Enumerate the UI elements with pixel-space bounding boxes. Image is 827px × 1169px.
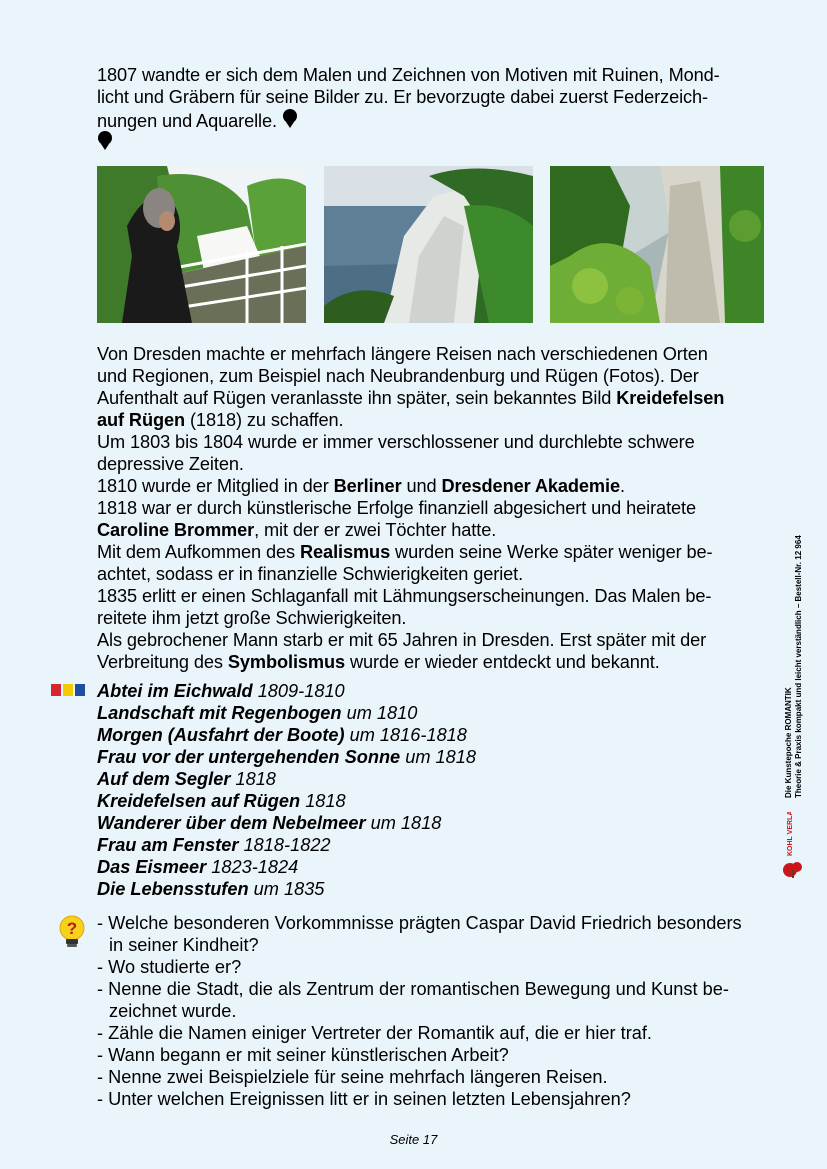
work-date: um 1818 xyxy=(400,747,477,767)
question-list xyxy=(97,912,797,1110)
marker-blue xyxy=(75,684,85,696)
sidebar-series-title: Die Kunstepoche ROMANTIK xyxy=(784,687,793,798)
intro-line: 1807 wandte er sich dem Malen und Zeichnen von Motiven mit Ruinen, Mond- xyxy=(97,65,720,85)
work-item xyxy=(97,878,476,900)
bio-bold-text: auf Rügen xyxy=(97,410,186,430)
publisher-sidebar xyxy=(784,418,814,798)
bio-text: Als gebrochener Mann starb er mit 65 Jahren in Dresden. Erst später mit der xyxy=(97,630,707,650)
bio-line xyxy=(97,541,787,563)
work-item xyxy=(97,834,476,856)
bio-text: Von Dresden machte er mehrfach längere Reisen nach verschiedenen Orten xyxy=(97,344,708,364)
lightbulb-question-icon xyxy=(57,914,87,950)
bio-bold-text: Berliner xyxy=(333,476,402,496)
work-title: Wanderer über dem Nebelmeer xyxy=(97,813,366,833)
question-item: - Wann begann er mit seiner künstlerischen Arbeit? xyxy=(97,1045,509,1065)
work-date: 1809-1810 xyxy=(252,681,345,701)
bio-text: 1818 war er durch künstlerische Erfolge finanziell abgesichert und heiratete xyxy=(97,498,696,518)
question-item: - Zähle die Namen einiger Vertreter der Romantik auf, die er hier traf. xyxy=(97,1023,652,1043)
bio-line xyxy=(97,387,787,409)
work-item xyxy=(97,768,476,790)
page-number: Seite 17 xyxy=(389,1132,438,1147)
bio-line xyxy=(97,343,787,365)
bio-line xyxy=(97,475,787,497)
bio-bold-text: Caroline Brommer xyxy=(97,520,255,540)
work-title: Morgen (Ausfahrt der Boote) xyxy=(97,725,345,745)
fish-icon xyxy=(97,130,113,154)
work-item xyxy=(97,702,476,724)
bio-text: und xyxy=(401,476,442,496)
intro-paragraph xyxy=(97,64,787,132)
photo-chalk-cliff-trees xyxy=(550,166,764,323)
question-item: - Nenne die Stadt, die als Zentrum der romantischen Bewegung und Kunst be- xyxy=(97,979,729,999)
work-title: Frau vor der untergehenden Sonne xyxy=(97,747,401,767)
bio-line xyxy=(97,607,787,629)
bio-text: achtet, sodass er in finanzielle Schwierigkeiten geriet. xyxy=(97,564,524,584)
work-date: 1823-1824 xyxy=(206,857,299,877)
marker-red xyxy=(51,684,61,696)
bio-line xyxy=(97,585,787,607)
question-item: - Unter welchen Ereignissen litt er in seinen letzten Lebensjahren? xyxy=(97,1089,631,1109)
bio-line xyxy=(97,453,787,475)
question-item-continued: in seiner Kindheit? xyxy=(109,935,259,955)
bio-text: 1810 wurde er Mitglied in der xyxy=(97,476,334,496)
biography-paragraph xyxy=(97,343,787,673)
work-item xyxy=(97,856,476,878)
bio-text: Verbreitung des xyxy=(97,652,228,672)
photo-chalk-cliffs-sea xyxy=(324,166,533,323)
intro-line: licht und Gräbern für seine Bilder zu. Er bevorzugte dabei zuerst Federzeich- xyxy=(97,87,708,107)
logo-text: KOHL VERLAG xyxy=(787,812,794,856)
bio-text: Aufenthalt auf Rügen veranlasste ihn später, sein bekanntes Bild xyxy=(97,388,617,408)
work-date: um 1835 xyxy=(248,879,325,899)
bio-text: . xyxy=(619,476,625,496)
bio-line xyxy=(97,365,787,387)
bio-text: 1835 erlitt er einen Schlaganfall mit Lähmungserscheinungen. Das Malen be- xyxy=(97,586,712,606)
bio-line xyxy=(97,651,787,673)
bio-text: depressive Zeiten. xyxy=(97,454,244,474)
work-date: 1818-1822 xyxy=(238,835,331,855)
bio-line xyxy=(97,497,787,519)
bio-line xyxy=(97,431,787,453)
bio-bold-text: Symbolismus xyxy=(227,652,346,672)
bio-bold-text: Kreidefelsen xyxy=(616,388,725,408)
work-title: Abtei im Eichwald xyxy=(97,681,253,701)
bio-line xyxy=(97,629,787,651)
work-date: 1818 xyxy=(230,769,276,789)
intro-line: nungen und Aquarelle. xyxy=(97,111,277,131)
bio-line xyxy=(97,409,787,431)
marker-yellow xyxy=(63,684,73,696)
work-title: Das Eismeer xyxy=(97,857,207,877)
bio-bold-text: Realismus xyxy=(300,542,391,562)
color-markers xyxy=(51,684,87,696)
work-date: um 1816-1818 xyxy=(344,725,467,745)
bio-text: und Regionen, zum Beispiel nach Neubrandenburg und Rügen (Fotos). Der xyxy=(97,366,699,386)
bio-bold-text: Dresdener Akademie xyxy=(441,476,620,496)
work-item xyxy=(97,790,476,812)
bio-text: wurden seine Werke später weniger be- xyxy=(390,542,713,562)
question-item: - Nenne zwei Beispielziele für seine mehrfach längeren Reisen. xyxy=(97,1067,608,1087)
photo-man-at-railing xyxy=(97,166,306,323)
sidebar-order-info: Theorie & Praxis kompakt und leicht verständlich – Bestell-Nr. 12 964 xyxy=(794,535,803,798)
work-date: 1818 xyxy=(300,791,346,811)
work-title: Frau am Fenster xyxy=(97,835,239,855)
bio-text: Um 1803 bis 1804 wurde er immer verschlossener und durchlebte schwere xyxy=(97,432,695,452)
work-title: Kreidefelsen auf Rügen xyxy=(97,791,301,811)
work-item xyxy=(97,746,476,768)
work-item xyxy=(97,812,476,834)
work-item xyxy=(97,680,476,702)
work-date: um 1818 xyxy=(365,813,442,833)
bio-line xyxy=(97,563,787,585)
work-date: um 1810 xyxy=(341,703,418,723)
work-title: Die Lebensstufen xyxy=(97,879,249,899)
works-list xyxy=(97,680,476,900)
fish-icon xyxy=(282,108,298,132)
bio-text: (1818) zu schaffen. xyxy=(185,410,344,430)
work-title: Auf dem Segler xyxy=(97,769,231,789)
question-item-continued: zeichnet wurde. xyxy=(109,1001,237,1021)
question-item: - Welche besonderen Vorkommnisse prägten Caspar David Friedrich besonders xyxy=(97,913,742,933)
work-title: Landschaft mit Regenbogen xyxy=(97,703,342,723)
bio-text: wurde er wieder entdeckt und bekannt. xyxy=(345,652,660,672)
bio-text: Mit dem Aufkommen des xyxy=(97,542,300,562)
bio-line xyxy=(97,519,787,541)
svg-text:?: ? xyxy=(66,919,78,938)
publisher-logo xyxy=(780,812,808,880)
bio-text: , mit der er zwei Töchter hatte. xyxy=(254,520,497,540)
work-item xyxy=(97,724,476,746)
bio-text: reitete ihm jetzt große Schwierigkeiten. xyxy=(97,608,407,628)
question-item: - Wo studierte er? xyxy=(97,957,242,977)
